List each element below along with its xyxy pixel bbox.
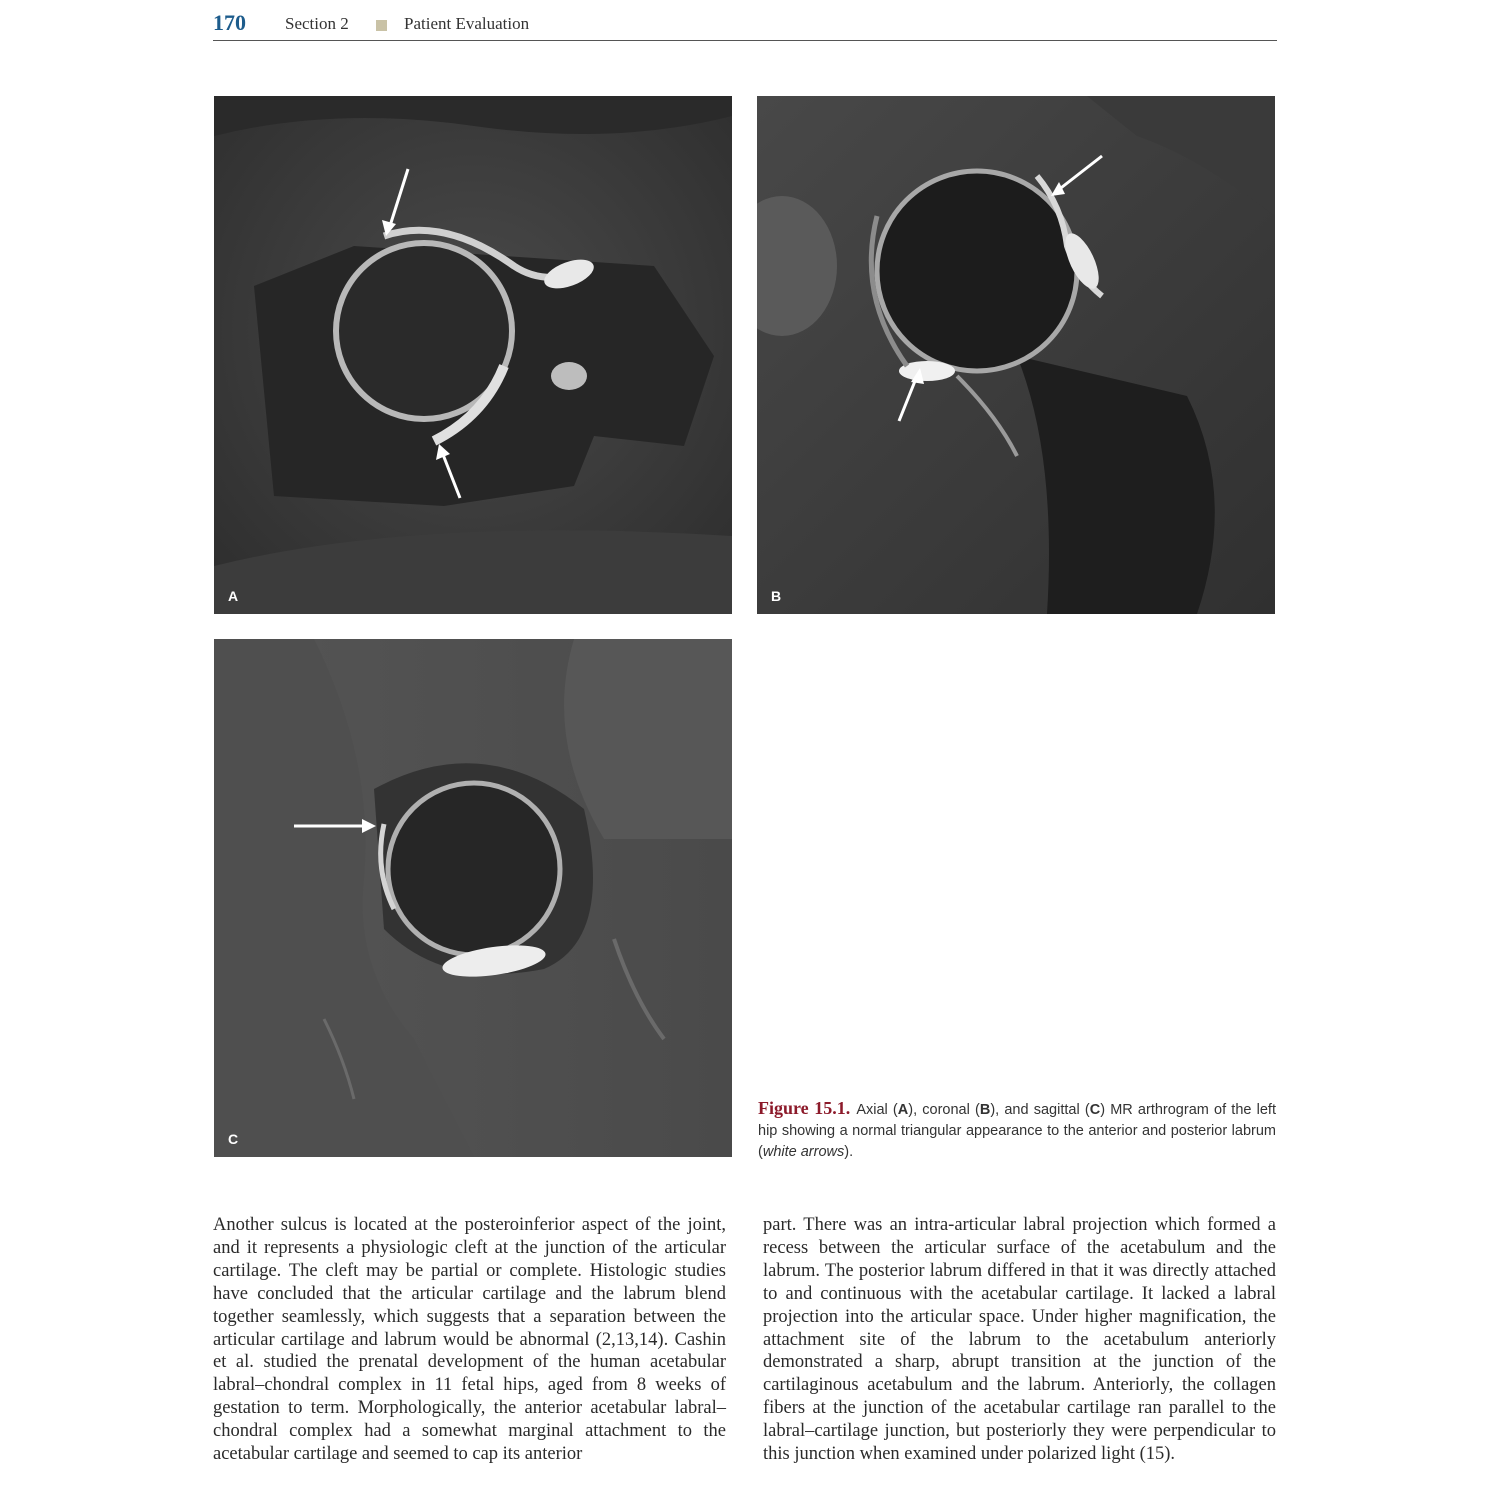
chapter-label: Patient Evaluation <box>404 14 530 33</box>
body-text-right-column: part. There was an intra-articular labral projection which formed a recess between the articular surface of the acetabulum and the labrum. The posterior labrum differed in that it was directly attached to and continuous with the acetabular cartilage. It lacked a labral projection into the articular space. Under higher magnification, the attachment site of the labrum to the acetabulum anteriorly demonstrated a sharp, abrupt transition at the junction of the cartilaginous acetabulum and the labrum. Anteriorly, the collagen fibers at the junction of the acetabular cartilage ran parallel to the labral–cartilage junction, but posteriorly they were perpendicular to this junction when examined under polarized light (15). <box>763 1215 1276 1465</box>
mri-image-c <box>214 639 732 1157</box>
section-label: Section 2 <box>285 14 349 33</box>
caption-ref-c: C <box>1089 1102 1101 1118</box>
mri-image-a <box>214 96 732 614</box>
caption-text: ), and sagittal ( <box>990 1102 1090 1118</box>
running-header <box>213 10 1277 41</box>
mri-panel-b-coronal <box>757 96 1275 614</box>
caption-text: ), coronal ( <box>908 1102 980 1118</box>
caption-ref-b: B <box>979 1102 991 1118</box>
mri-panel-a-axial <box>214 96 732 614</box>
panel-a-letter: A <box>228 588 239 604</box>
caption-text: ). <box>844 1144 854 1160</box>
header-separator-square <box>376 20 387 31</box>
caption-text: ) MR arthrogram of the left hip showing a normal triangular appearance to the anterior and posterior labrum ( <box>758 1102 1276 1160</box>
page-number: 170 <box>213 10 246 35</box>
panel-c-letter: C <box>228 1131 239 1147</box>
figure-caption <box>758 1098 1276 1163</box>
figure-label: Figure 15.1. <box>758 1098 851 1118</box>
caption-text: Axial ( <box>856 1102 898 1118</box>
panel-b-letter: B <box>771 588 782 604</box>
caption-ref-a: A <box>897 1102 909 1118</box>
caption-italic: white arrows <box>762 1144 845 1160</box>
mri-image-b <box>757 96 1275 614</box>
mri-panel-c-sagittal <box>214 639 732 1157</box>
body-text-left-column: Another sulcus is located at the posteroinferior aspect of the joint, and it represents a physiologic cleft at the junction of the articular cartilage. The cleft may be partial or complete. Histologic studies have concluded that the articular cartilage and the labrum blend together seamlessly, which suggests that a separation between the articular cartilage and labrum would be abnormal (2,13,14). Cashin et al. studied the prenatal development of the human acetabular labral–chondral complex in 11 fetal hips, aged from 8 weeks of gestation to term. Morphologically, the anterior acetabular labral–chondral complex had a somewhat marginal attachment to the acetabular cartilage and seemed to cap its anterior <box>213 1215 726 1465</box>
